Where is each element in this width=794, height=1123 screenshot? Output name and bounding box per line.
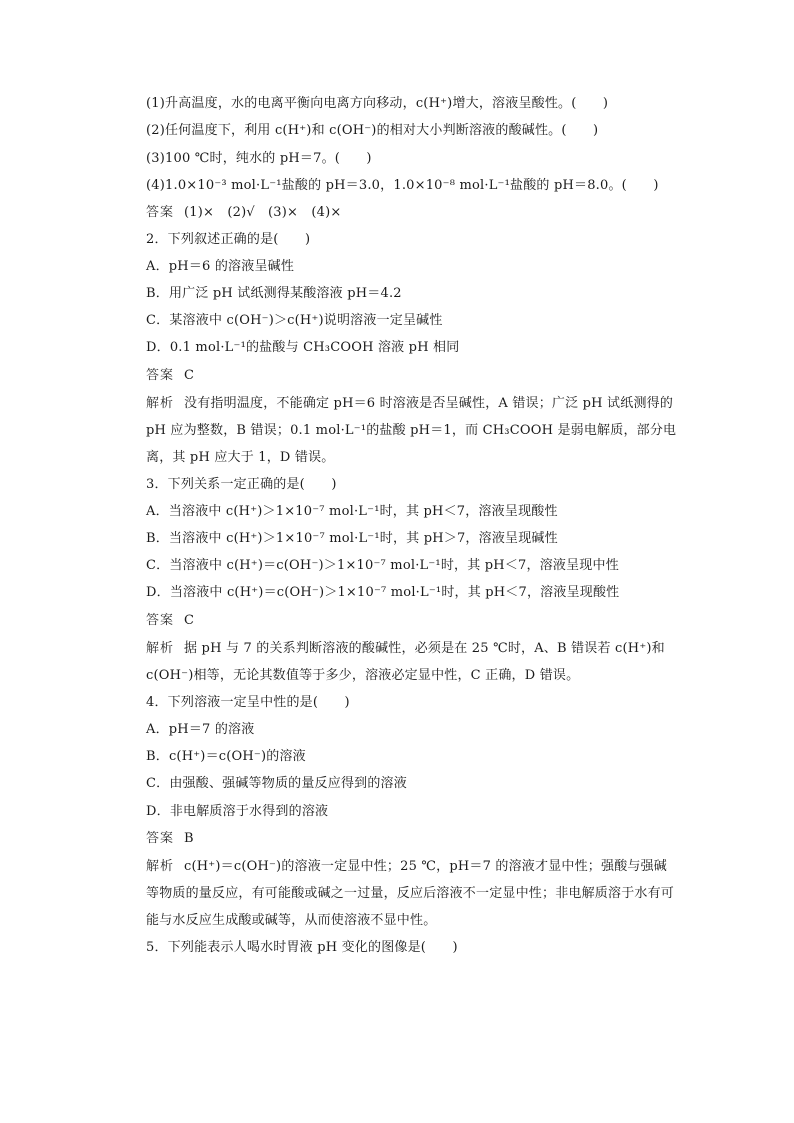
answer-value: B	[184, 831, 194, 846]
analysis-text: 没有指明温度，不能确定 pH＝6 时溶液是否呈碱性，A 错误；广泛 pH 试纸测得的 pH 应为整数，B 错误；0.1 mol·L⁻¹的盐酸 pH＝1，而 CH₃COOH 是弱电解质，部分电离，其 pH 应大于 1，D 错误。	[146, 396, 677, 465]
answer-label: 答案	[146, 831, 175, 846]
q3-analysis	[146, 635, 678, 689]
q4-answer-line	[146, 830, 706, 848]
q1-answer-line	[146, 204, 706, 222]
q4-option-a: A．pH＝7 的溶液	[146, 722, 255, 737]
q2-analysis	[146, 390, 678, 471]
q4-option-c: C．由强酸、强碱等物质的量反应得到的溶液	[146, 776, 407, 791]
q1-item-3: (3)100 ℃时，纯水的 pH＝7。( )	[146, 151, 372, 166]
q3-stem: 3．下列关系一定正确的是( )	[146, 477, 337, 492]
analysis-text: c(H⁺)＝c(OH⁻)的溶液一定显中性；25 ℃，pH＝7 的溶液才显中性；强酸与强碱等物质的量反应，有可能酸或碱之一过量，反应后溶液不一定显中性；非电解质溶于水有可能与水反应生成酸或碱等，从而使溶液不显中性。	[146, 859, 675, 928]
q3-option-b: B．当溶液中 c(H⁺)＞1×10⁻⁷ mol·L⁻¹时，其 pH＞7，溶液呈现碱性	[146, 531, 558, 546]
answer-label: 答案	[146, 205, 175, 220]
analysis-label: 解析	[146, 859, 175, 874]
q4-stem: 4．下列溶液一定呈中性的是( )	[146, 695, 350, 710]
q4-option-d: D．非电解质溶于水得到的溶液	[146, 804, 329, 819]
q4-analysis	[146, 853, 678, 934]
q4-option-b: B．c(H⁺)＝c(OH⁻)的溶液	[146, 749, 306, 764]
q2-option-c: C．某溶液中 c(OH⁻)＞c(H⁺)说明溶液一定呈碱性	[146, 313, 443, 328]
analysis-label: 解析	[146, 641, 175, 656]
q5-stem: 5．下列能表示人喝水时胃液 pH 变化的图像是( )	[146, 940, 458, 955]
answer-label: 答案	[146, 368, 175, 383]
q2-option-d: D．0.1 mol·L⁻¹的盐酸与 CH₃COOH 溶液 pH 相同	[146, 340, 460, 355]
q1-item-2: (2)任何温度下，利用 c(H⁺)和 c(OH⁻)的相对大小判断溶液的酸碱性。( )	[146, 123, 599, 138]
answer-value: C	[184, 368, 195, 383]
q3-option-d: D．当溶液中 c(H⁺)＝c(OH⁻)＞1×10⁻⁷ mol·L⁻¹时，其 pH＜7，溶液呈现酸性	[146, 585, 620, 600]
answer-value: C	[184, 613, 195, 628]
q3-answer-line	[146, 612, 706, 630]
q1-item-4: (4)1.0×10⁻³ mol·L⁻¹盐酸的 pH＝3.0，1.0×10⁻⁸ mol·L⁻¹盐酸的 pH＝8.0。( )	[146, 178, 659, 193]
q2-option-b: B．用广泛 pH 试纸测得某酸溶液 pH＝4.2	[146, 286, 402, 301]
q2-option-a: A．pH＝6 的溶液呈碱性	[146, 259, 295, 274]
q3-option-c: C．当溶液中 c(H⁺)＝c(OH⁻)＞1×10⁻⁷ mol·L⁻¹时，其 pH＜7，溶液呈现中性	[146, 558, 619, 573]
analysis-label: 解析	[146, 396, 175, 411]
q2-stem: 2．下列叙述正确的是( )	[146, 232, 311, 247]
answer-label: 答案	[146, 613, 175, 628]
analysis-text: 据 pH 与 7 的关系判断溶液的酸碱性，必须是在 25 ℃时，A、B 错误若 c(H⁺)和 c(OH⁻)相等，无论其数值等于多少，溶液必定显中性，C 正确，D 错误。	[146, 641, 665, 683]
answer-value: (1)× (2)√ (3)× (4)×	[184, 205, 342, 220]
q1-item-1: (1)升高温度，水的电离平衡向电离方向移动，c(H⁺)增大，溶液呈酸性。( )	[146, 96, 609, 111]
q3-option-a: A．当溶液中 c(H⁺)＞1×10⁻⁷ mol·L⁻¹时，其 pH＜7，溶液呈现酸性	[146, 504, 558, 519]
q2-answer-line	[146, 367, 706, 385]
